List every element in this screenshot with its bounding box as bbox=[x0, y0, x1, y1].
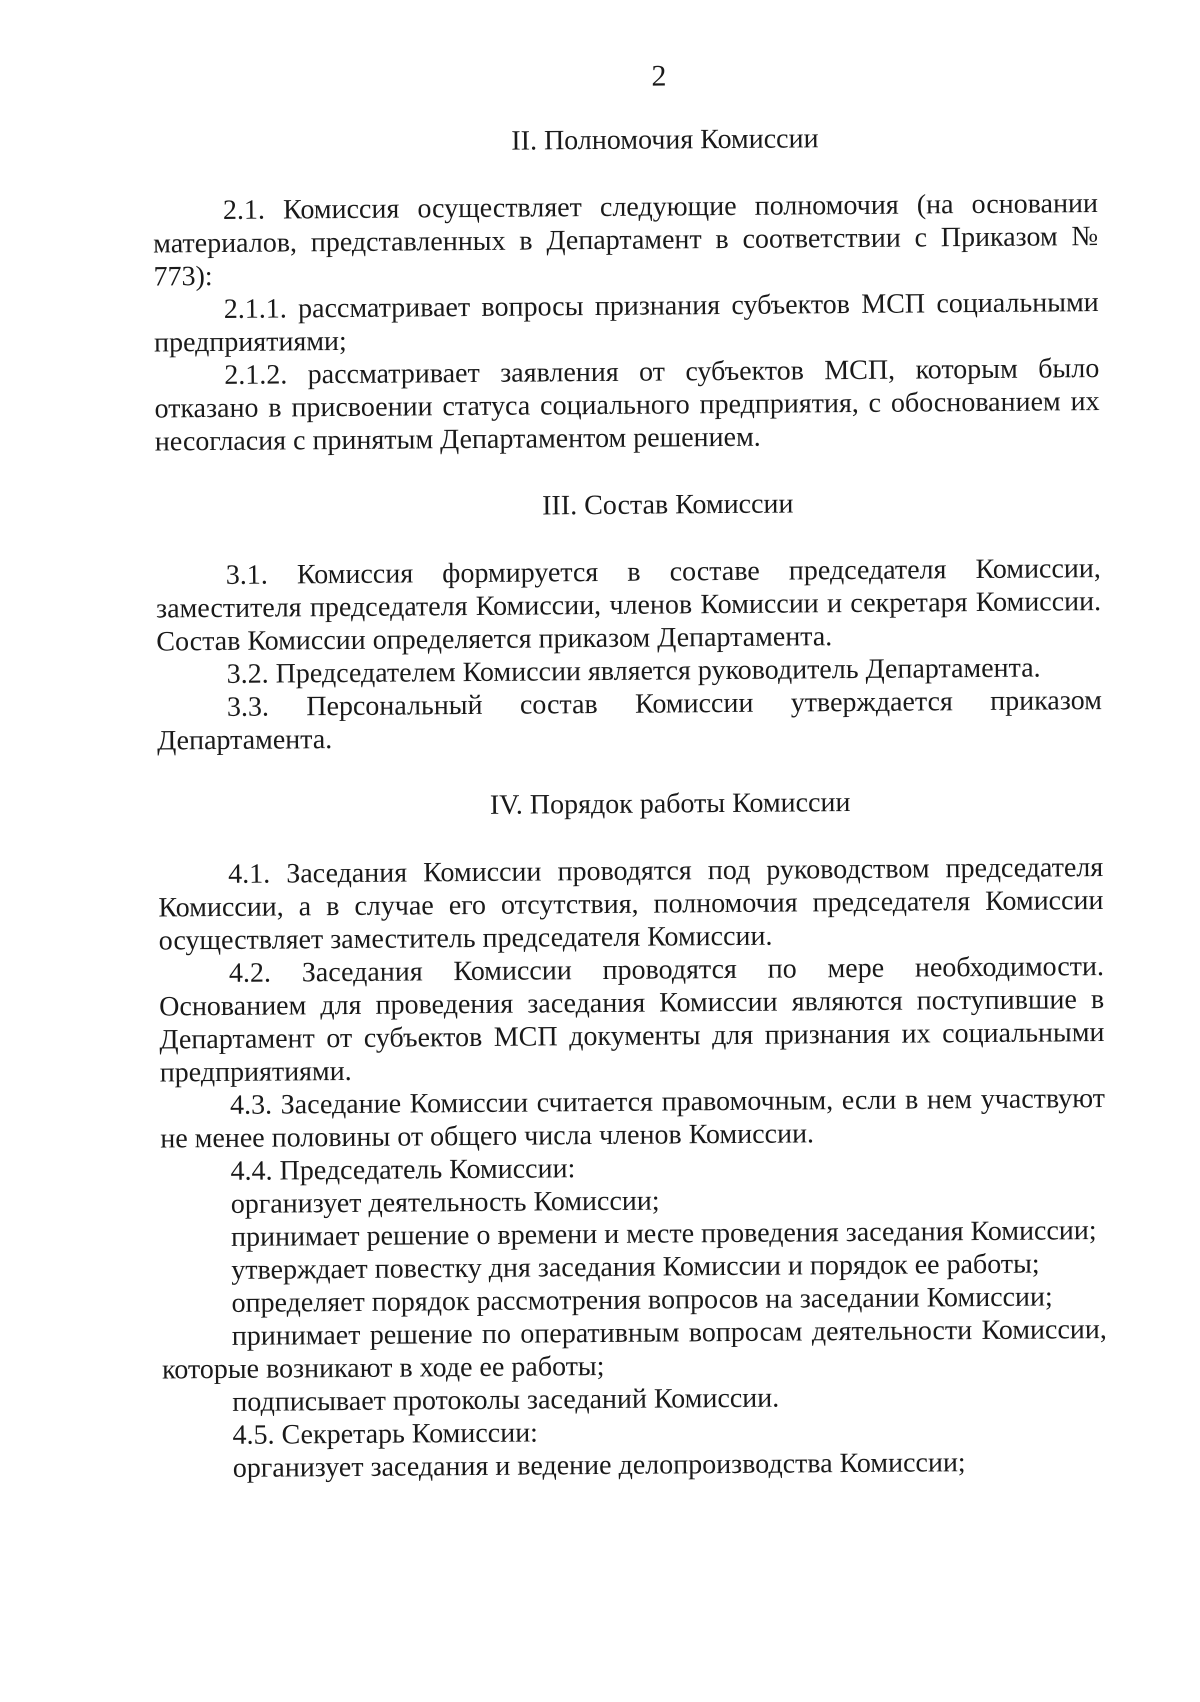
chair-duty-item: принимает решение по оперативным вопросам деятельности Комиссии, которые возникают в ходе ее работы; bbox=[161, 1314, 1107, 1386]
chair-duty-item: определяет порядок рассмотрения вопросов на заседании Комиссии; bbox=[231, 1281, 1053, 1319]
chair-duty-item: утверждает повестку дня заседания Комиссии и порядок ее работы; bbox=[231, 1248, 1040, 1286]
chair-duty-item: подписывает протоколы заседаний Комиссии. bbox=[232, 1382, 780, 1418]
section-4-heading: IV. Порядок работы Комиссии bbox=[489, 787, 851, 821]
page-number: 2 bbox=[651, 59, 667, 93]
document-body bbox=[152, 120, 1108, 1485]
secretary-duty-item: организует заседания и ведение делопроизводства Комиссии; bbox=[232, 1447, 966, 1484]
section-3-heading: III. Состав Комиссии bbox=[542, 488, 794, 522]
paragraph-4-2: 4.2. Заседания Комиссии проводятся по мере необходимости. Основанием для проведения заседания Комиссии являются поступившие в Департамент от субъектов МСП документы для признания их социальными предприятиями. bbox=[159, 951, 1105, 1089]
paragraph-2-1-2: 2.1.2. рассматривает заявления от субъектов МСП, которым было отказано в присвоении статуса социального предприятия, с обоснованием их несогласия с принятым Департаментом решением. bbox=[154, 353, 1100, 458]
paragraph-2-1: 2.1. Комиссия осуществляет следующие полномочия (на основании материалов, представленных в Департамент в соответствии с Приказом № 773): bbox=[153, 188, 1099, 293]
paragraph-4-1: 4.1. Заседания Комиссии проводятся под руководством председателя Комиссии, а в случае его отсутствия, полномочия председателя Комиссии осуществляет заместитель председателя Комиссии. bbox=[158, 852, 1104, 957]
chair-duty-item: принимает решение о времени и месте проведения заседания Комиссии; bbox=[230, 1215, 1097, 1253]
section-3 bbox=[155, 485, 1102, 757]
paragraph-4-3: 4.3. Заседание Комиссии считается правомочным, если в нем участвуют не менее половины от общего числа членов Комиссии. bbox=[160, 1083, 1106, 1155]
paragraph-4-4: 4.4. Председатель Комиссии: bbox=[230, 1153, 576, 1187]
section-2-heading: II. Полномочия Комиссии bbox=[511, 123, 819, 157]
section-4 bbox=[158, 784, 1108, 1485]
chair-duty-item: организует деятельность Комиссии; bbox=[230, 1185, 660, 1220]
paragraph-2-1-1: 2.1.1. рассматривает вопросы признания субъектов МСП социальными предприятиями; bbox=[153, 287, 1099, 359]
paragraph-4-5: 4.5. Секретарь Комиссии: bbox=[232, 1417, 539, 1451]
paragraph-3-1: 3.1. Комиссия формируется в составе председателя Комиссии, заместителя председателя Комиссии, членов Комиссии и секретаря Комиссии. Состав Комиссии определяется приказом Департамента. bbox=[155, 553, 1102, 658]
paragraph-3-2: 3.2. Председателем Комиссии является руководитель Департамента. bbox=[226, 652, 1041, 690]
paragraph-3-3: 3.3. Персональный состав Комиссии утверждается приказом Департамента. bbox=[157, 685, 1102, 757]
section-2 bbox=[152, 120, 1100, 458]
